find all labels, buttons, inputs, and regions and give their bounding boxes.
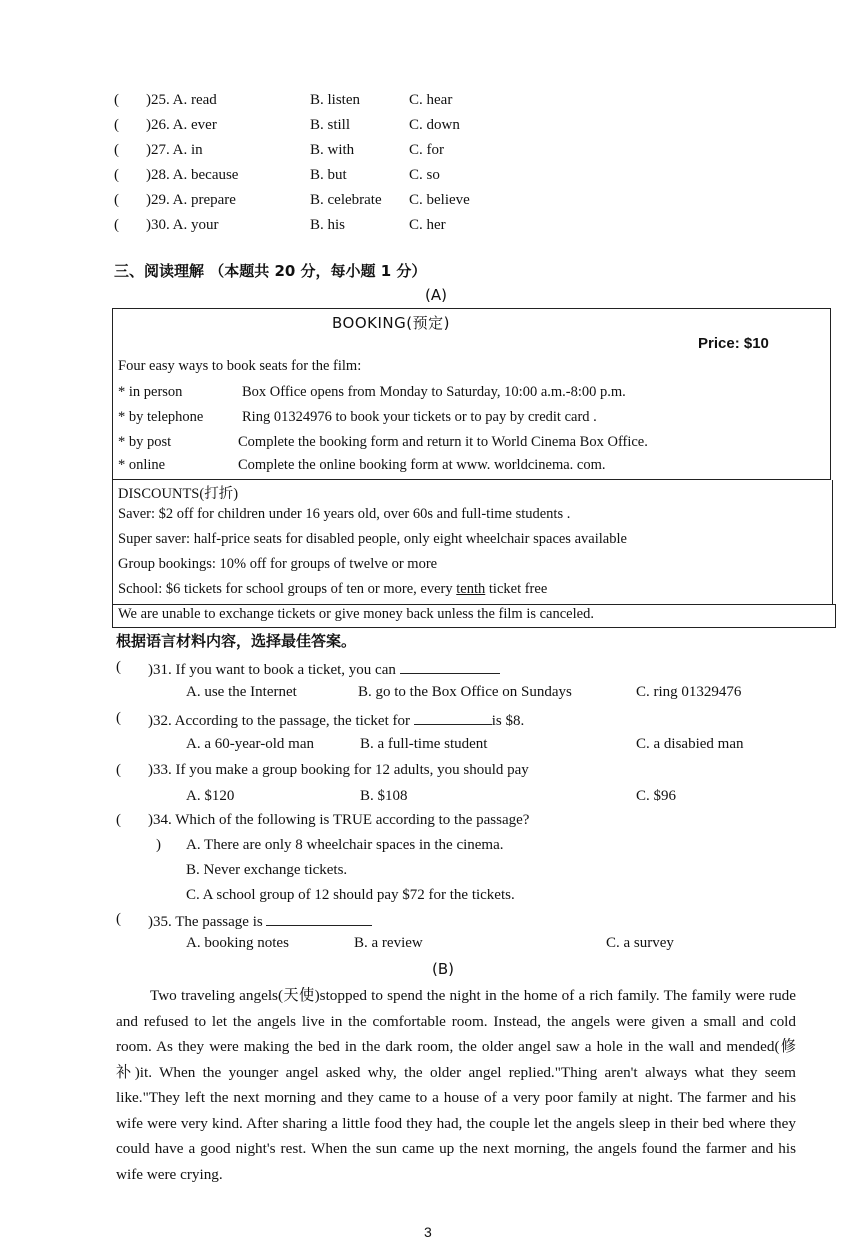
- q34-option-c: C. A school group of 12 should pay $72 for the tickets.: [186, 887, 515, 903]
- passage-b-label: (B): [432, 960, 454, 978]
- q34-paren: (: [116, 812, 121, 828]
- section-title: 三、阅读理解 （本题共 20 分，每小题 1 分）: [114, 262, 427, 280]
- option-b: B. celebrate: [310, 192, 382, 208]
- way-label: * by post: [118, 434, 172, 450]
- option-a: )25. A. read: [146, 92, 217, 108]
- option-a: )30. A. your: [146, 217, 219, 233]
- answer-paren: (: [114, 217, 119, 233]
- answer-paren: (: [114, 117, 119, 133]
- instruction: 根据语言材料内容，选择最佳答案。: [116, 632, 357, 650]
- option-b: B. but: [310, 167, 347, 183]
- q33-option-a: A. $120: [186, 788, 235, 804]
- discount-school-underline: tenth: [456, 581, 486, 597]
- discount-school-pre: School: $6 tickets for school groups of ten or more, every: [118, 581, 457, 597]
- option-c: C. believe: [409, 192, 470, 208]
- discount-school-post: ticket free: [485, 581, 548, 597]
- cloze-item-29: [112, 188, 612, 213]
- answer-paren: (: [114, 167, 119, 183]
- option-a: )26. A. ever: [146, 117, 217, 133]
- q35-stem-text: )35. The passage is: [148, 914, 263, 930]
- answer-paren: (: [114, 92, 119, 108]
- discount-school: [118, 581, 547, 598]
- q35-option-b: B. a review: [354, 935, 423, 951]
- page-number: 3: [424, 1224, 432, 1240]
- q32-option-a: A. a 60-year-old man: [186, 736, 314, 752]
- notice-text: We are unable to exchange tickets or give money back unless the film is canceled.: [118, 606, 594, 622]
- passage-b: [116, 983, 796, 1187]
- q35-stem: [148, 911, 372, 931]
- q33-stem: )33. If you make a group booking for 12 adults, you should pay: [148, 762, 529, 778]
- way-text: Box Office opens from Monday to Saturday, 10:00 a.m.-8:00 p.m.: [242, 384, 626, 400]
- way-label: * by telephone: [118, 409, 204, 425]
- q32-paren: (: [116, 710, 121, 726]
- q31-option-c: C. ring 01329476: [636, 684, 742, 700]
- cloze-item-25: [112, 88, 612, 113]
- q33-option-c: C. $96: [636, 788, 677, 804]
- option-c: C. so: [409, 167, 440, 183]
- cloze-item-27: [112, 138, 612, 163]
- option-c: C. her: [409, 217, 446, 233]
- cloze-item-30: [112, 213, 612, 238]
- answer-blank: [414, 710, 492, 725]
- discounts-title: DISCOUNTS(打折): [118, 486, 239, 502]
- q31-stem-text: )31. If you want to book a ticket, you can: [148, 662, 396, 678]
- option-b: B. listen: [310, 92, 361, 108]
- q33-paren: (: [116, 762, 121, 778]
- way-label: * in person: [118, 384, 183, 400]
- discount-group: Group bookings: 10% off for groups of twelve or more: [118, 556, 438, 572]
- answer-blank: [266, 911, 372, 926]
- answer-paren: (: [114, 142, 119, 158]
- cloze-options: [112, 88, 612, 238]
- passage-a-label: (A): [425, 286, 447, 304]
- q32-option-c: C. a disabied man: [636, 736, 744, 752]
- option-b: B. his: [310, 217, 346, 233]
- q32-stem: [148, 710, 524, 730]
- option-a: )28. A. because: [146, 167, 239, 183]
- q31-stem: [148, 659, 500, 679]
- answer-blank: [400, 659, 500, 674]
- option-b: B. with: [310, 142, 355, 158]
- booking-title: BOOKING(预定): [332, 314, 450, 332]
- cloze-item-28: [112, 163, 612, 188]
- option-c: C. hear: [409, 92, 453, 108]
- price-label: Price: $10: [698, 335, 769, 352]
- way-label: * online: [118, 457, 166, 473]
- q35-option-c: C. a survey: [606, 935, 674, 951]
- q32-stem-pre: )32. According to the passage, the ticket for: [148, 713, 411, 729]
- q35-paren: (: [116, 911, 121, 927]
- option-b: B. still: [310, 117, 351, 133]
- q34-option-a: A. There are only 8 wheelchair spaces in the cinema.: [186, 837, 504, 853]
- way-text: Complete the booking form and return it to World Cinema Box Office.: [238, 434, 648, 450]
- q33-option-b: B. $108: [360, 788, 408, 804]
- option-a: )27. A. in: [146, 142, 203, 158]
- cloze-item-26: [112, 113, 612, 138]
- q31-option-a: A. use the Internet: [186, 684, 297, 700]
- way-text: Complete the online booking form at www. worldcinema. com.: [238, 457, 606, 473]
- q32-stem-post: is $8.: [491, 713, 525, 729]
- option-a: )29. A. prepare: [146, 192, 236, 208]
- passage-b-text: Two traveling angels(天使)stopped to spend the night in the home of a rich family. The family were rude and refused to let the angels live in the comfortable room. Instead, the angels were given a small and cold room. As they were making the bed in the dark room, the older angel saw a hole in the wall and mended(修补)it. When the younger angel asked why, the older angel replied."Thing aren't always what they seem like."They left the next morning and they came to a house of a very poor family at night. The farmer and his wife were very kind. After sharing a little food they had, the couple let the angels sleep in their bed where they could have a good night's rest. When the sun came up the next morning, the angels found the farmer and his wife were crying.: [116, 987, 796, 1183]
- option-c: C. down: [409, 117, 460, 133]
- q35-option-a: A. booking notes: [186, 935, 289, 951]
- q34-option-b: B. Never exchange tickets.: [186, 862, 348, 878]
- q32-option-b: B. a full-time student: [360, 736, 488, 752]
- booking-intro: Four easy ways to book seats for the film:: [118, 358, 362, 374]
- q31-option-b: B. go to the Box Office on Sundays: [358, 684, 572, 700]
- q31-paren: (: [116, 659, 121, 675]
- discount-super-saver: Super saver: half-price seats for disabled people, only eight wheelchair spaces available: [118, 531, 627, 547]
- answer-paren: (: [114, 192, 119, 208]
- q34-stem: )34. Which of the following is TRUE according to the passage?: [148, 812, 530, 828]
- way-text: Ring 01324976 to book your tickets or to pay by credit card .: [242, 409, 597, 425]
- q34-mark: ): [156, 837, 161, 853]
- discount-saver: Saver: $2 off for children under 16 years old, over 60s and full-time students .: [118, 506, 571, 522]
- option-c: C. for: [409, 142, 444, 158]
